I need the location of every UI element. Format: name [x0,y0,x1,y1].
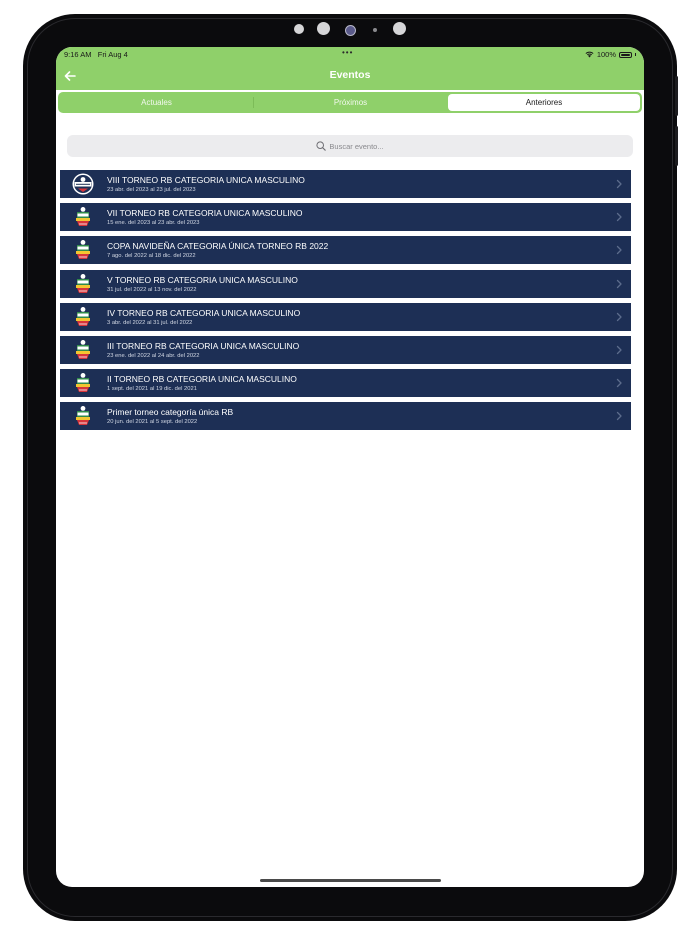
page-title: Eventos [329,69,371,81]
front-camera [345,25,356,36]
event-title: V TORNEO RB CATEGORIA UNICA MASCULINO [107,274,298,285]
status-time: 9:16 AM Fri Aug 4 [64,50,128,59]
sensor-dot [373,28,377,32]
event-title: II TORNEO RB CATEGORIA UNICA MASCULINO [107,374,297,385]
shield-crest-logo-icon [72,206,94,228]
event-row[interactable] [60,170,631,198]
event-dates: 31 jul. del 2022 al 13 nov. del 2022 [107,286,197,293]
status-indicators [585,50,636,59]
event-title: IV TORNEO RB CATEGORIA UNICA MASCULINO [107,307,301,318]
chevron-right-icon [615,245,623,255]
chevron-right-icon [615,179,623,189]
chevron-right-icon [615,345,623,355]
screen [56,47,644,887]
multitask-dots[interactable]: ••• [342,48,354,57]
round-crest-logo-icon [72,173,94,195]
tab-anteriores[interactable]: Anteriores [448,94,640,111]
event-title: VIII TORNEO RB CATEGORIA UNICA MASCULINO [107,175,305,185]
event-title: Primer torneo categoría única RB [107,407,234,418]
search-input[interactable] [67,135,633,157]
segmented-control [58,92,642,113]
event-row[interactable] [60,203,631,231]
sensor-dot [393,22,406,35]
search-icon [316,141,326,151]
event-row[interactable] [60,336,631,364]
event-dates: 15 ene. del 2023 al 23 abr. del 2023 [107,220,200,227]
tab-proximos[interactable]: Próximos [333,98,368,107]
chevron-right-icon [615,411,623,421]
event-row[interactable] [60,270,631,298]
event-row[interactable] [60,303,631,331]
battery-tip [635,53,636,56]
event-list [60,170,631,436]
event-row[interactable] [60,369,631,397]
event-dates: 20 jun. del 2021 al 5 sept. del 2022 [107,419,198,426]
battery-icon [619,52,632,58]
event-row[interactable] [60,236,631,264]
status-bar [56,47,644,62]
event-dates: 23 ene. del 2022 al 24 abr. del 2022 [107,352,200,359]
chevron-right-icon [615,312,623,322]
chevron-right-icon [615,212,623,222]
wifi-icon [585,51,594,58]
navigation-bar [56,62,644,90]
event-row[interactable] [60,402,631,430]
search-placeholder: Buscar evento... [329,141,384,151]
segmented-bar [56,90,644,115]
chevron-right-icon [615,279,623,289]
shield-crest-logo-icon [72,239,94,261]
battery-percent: 100% [596,50,616,59]
shield-crest-logo-icon [72,306,94,328]
event-dates: 1 sept. del 2021 al 19 dic. del 2021 [107,386,197,393]
shield-crest-logo-icon [72,273,94,295]
chevron-right-icon [615,378,623,388]
event-dates: 7 ago. del 2022 al 18 dic. del 2022 [107,253,196,260]
sensor-dot [294,24,304,34]
home-indicator[interactable] [260,879,441,882]
volume-button [675,76,678,116]
sensor-dot [317,22,330,35]
event-title: COPA NAVIDEÑA CATEGORIA ÚNICA TORNEO RB 2022 [107,241,329,252]
volume-button [675,126,678,166]
event-dates: 23 abr. del 2023 al 23 jul. del 2023 [107,187,196,193]
tab-actuales[interactable]: Actuales [141,98,172,107]
shield-crest-logo-icon [72,372,94,394]
event-title: III TORNEO RB CATEGORIA UNICA MASCULINO [107,340,300,351]
event-dates: 3 abr. del 2022 al 31 jul. del 2022 [107,319,193,326]
shield-crest-logo-icon [72,405,94,427]
shield-crest-logo-icon [72,339,94,361]
event-title: VII TORNEO RB CATEGORIA UNICA MASCULINO [107,208,303,219]
